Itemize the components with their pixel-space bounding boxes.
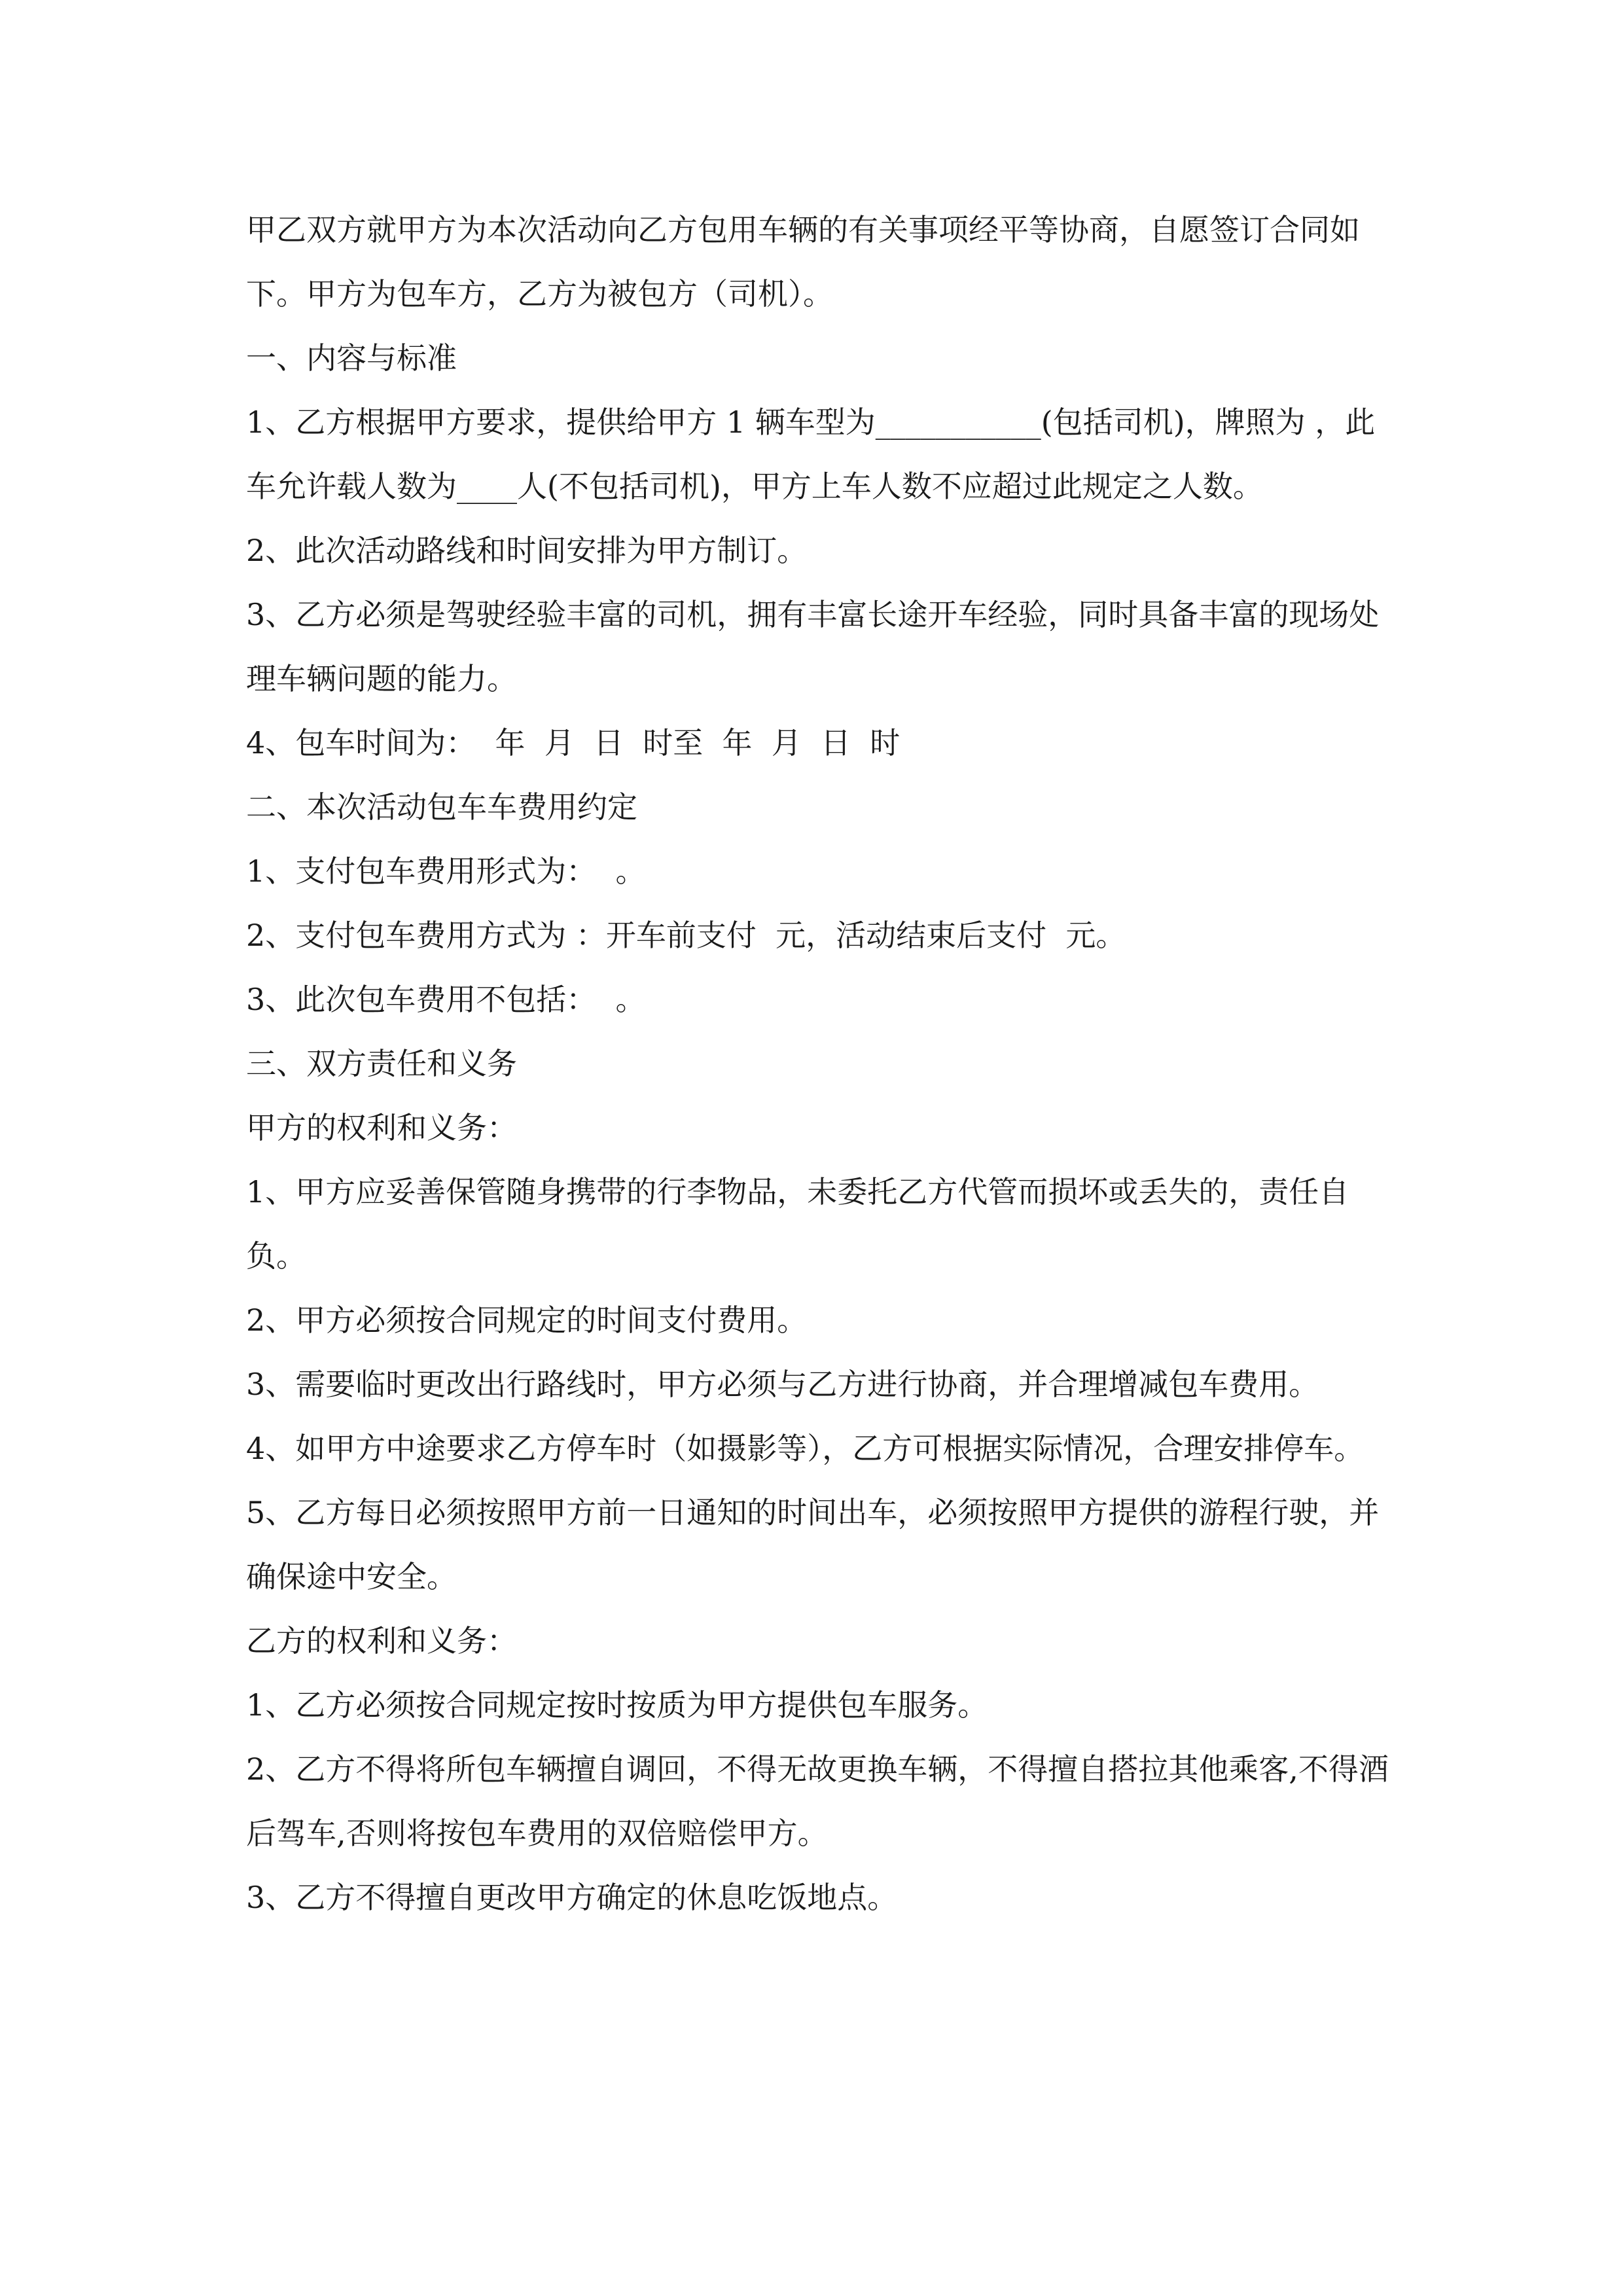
party-a-clause-5: 5、乙方每日必须按照甲方前一日通知的时间出车，必须按照甲方提供的游程行驶，并确保途中安全。 (246, 1495, 1380, 1594)
section-heading-1: 一、内容与标准 (246, 340, 457, 376)
party-a-clause-2: 2、甲方必须按合同规定的时间支付费用。 (246, 1302, 808, 1338)
party-a-clause-4: 4、如甲方中途要求乙方停车时（如摄影等），乙方可根据实际情况，合理安排停车。 (246, 1431, 1364, 1466)
clause-2-3: 3、此次包车费用不包括： 。 (246, 982, 646, 1017)
section-heading-3: 三、双方责任和义务 (246, 1046, 517, 1081)
party-a-clause-3: 3、需要临时更改出行路线时，甲方必须与乙方进行协商，并合理增减包车费用。 (246, 1367, 1319, 1402)
party-b-clause-1: 1、乙方必须按合同规定按时按质为甲方提供包车服务。 (246, 1687, 988, 1723)
clause-1-2: 2、此次活动路线和时间安排为甲方制订。 (246, 533, 808, 568)
clause-1-3: 3、乙方必须是驾驶经验丰富的司机，拥有丰富长途开车经验，同时具备丰富的现场处理车辆问题的能力。 (246, 597, 1380, 696)
clause-1-1: 1、乙方根据甲方要求，提供给甲方 1 辆车型为___________(包括司机)，牌照为 ，此车允许载人数为____人(不包括司机)，甲方上车人数不应超过此规定之人数。 (246, 404, 1376, 504)
party-b-clause-3: 3、乙方不得擅自更改甲方确定的休息吃饭地点。 (246, 1880, 898, 1915)
clause-2-2: 2、支付包车费用方式为 ：开车前支付 元，活动结束后支付 元。 (246, 918, 1126, 953)
intro-paragraph: 甲乙双方就甲方为本次活动向乙方包用车辆的有关事项经平等协商，自愿签订合同如下。甲方为包车方，乙方为被包方（司机）。 (246, 212, 1360, 312)
party-a-heading: 甲方的权利和义务： (246, 1110, 517, 1145)
party-a-clause-1: 1、甲方应妥善保管随身携带的行李物品，未委托乙方代管而损坏或丢失的，责任自负。 (246, 1174, 1349, 1274)
party-b-heading: 乙方的权利和义务： (246, 1623, 517, 1659)
section-heading-2: 二、本次活动包车车费用约定 (246, 789, 637, 825)
contract-body (246, 198, 1398, 1929)
party-b-clause-2: 2、乙方不得将所包车辆擅自调回，不得无故更换车辆，不得擅自搭拉其他乘客,不得酒后驾车,否则将按包车费用的双倍赔偿甲方。 (246, 1751, 1389, 1851)
clause-1-4: 4、包车时间为： 年 月 日 时至 年 月 日 时 (246, 725, 901, 761)
clause-2-1: 1、支付包车费用形式为： 。 (246, 853, 646, 889)
